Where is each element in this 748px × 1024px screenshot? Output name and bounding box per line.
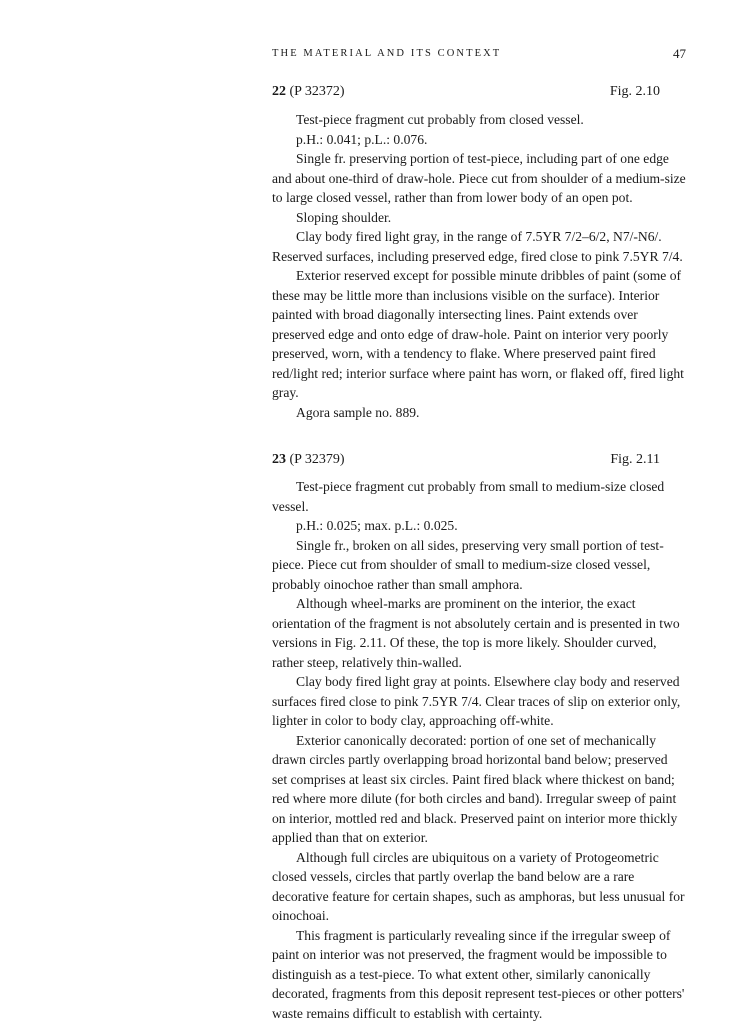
- entry-paragraph: Sloping shoulder.: [296, 209, 392, 225]
- entry-header: [272, 83, 686, 101]
- entry-paragraph: p.H.: 0.041; p.L.: 0.076.: [296, 131, 428, 147]
- entry-number: 23: [272, 452, 286, 467]
- entry-header: [272, 451, 686, 469]
- figure-reference: Fig. 2.11: [610, 452, 660, 467]
- entry-paragraph: p.H.: 0.025; max. p.L.: 0.025.: [296, 518, 458, 533]
- running-head: [272, 47, 686, 61]
- entry-paragraph: Single fr., broken on all sides, preserving very small portion of test-piece. Piece cut from shoulder of small to medium-size closed vessel, probably oinochoe rather than small amphora.: [272, 537, 664, 592]
- running-head-title: THE MATERIAL AND ITS CONTEXT: [272, 48, 502, 59]
- entry-paragraph: Single fr. preserving portion of test-piece, including part of one edge and about one-third of draw-hole. Piece cut from shoulder of a medium-size to large closed vessel, rather than from lower body of an open pot.: [272, 151, 686, 205]
- entry-paragraph: Test-piece fragment cut probably from small to medium-size closed vessel.: [272, 479, 665, 514]
- entry-paragraph: Test-piece fragment cut probably from closed vessel.: [296, 112, 584, 127]
- document-page: [272, 0, 686, 1024]
- entry-paragraph: This fragment is particularly revealing since if the irregular sweep of paint on interior was not preserved, the fragment would be impossible to distinguish as a test-piece. To what extent other, similarly canonically decorated, fragments from this deposit represent test-pieces or other potters' waste remains difficult to establish with certainty.: [272, 927, 685, 1021]
- entry-number: 22: [272, 84, 286, 99]
- entry-paragraph: Exterior canonically decorated: portion of one set of mechanically drawn circles partly overlapping broad horizontal band below; preserved set comprises at least six circles. Paint fired black where thickest on band; red where more dilute (for both circles and band). Irregular sweep of paint on interior, mottled red and black. Preserved paint on interior more thickly applied than that on exterior.: [272, 732, 678, 845]
- entry-paragraph: Although wheel-marks are prominent on the interior, the exact orientation of the fragment is not absolutely certain and is presented in two versions in Fig. 2.11. Of these, the top is more likely. Shoulder curved, rather steep, relatively thin-walled.: [272, 596, 680, 670]
- inventory-number: (P 32379): [289, 452, 345, 467]
- entry-paragraph: Agora sample no. 889.: [296, 404, 420, 420]
- entry-body: [272, 477, 686, 1023]
- inventory-number: (P 32372): [289, 84, 345, 99]
- entry-paragraph: Exterior reserved except for possible minute dribbles of paint (some of these may be little more than inclusions visible on the surface). Interior painted with broad diagonally intersecting lines. Paint extends over preserved edge and onto edge of draw-hole. Paint on interior very poorly preserved, worn, with a tendency to flake. Where preserved paint fired red/light red; interior surface where paint has worn, or flaked off, fired light gray.: [272, 268, 684, 400]
- entry-paragraph: Although full circles are ubiquitous on a variety of Protogeometric closed vessels, circles that partly overlap the band below are a rare decorative feature for certain shapes, such as amphoras, but less unusual for oinochoai.: [272, 849, 685, 923]
- entry-paragraph: Clay body fired light gray, in the range of 7.5YR 7/2–6/2, N7/-N6/. Reserved surfaces, including preserved edge, fired close to pink 7.5YR 7/4.: [272, 229, 683, 264]
- page-number: 47: [673, 46, 686, 61]
- figure-reference: Fig. 2.10: [609, 84, 660, 99]
- entry-paragraph: Clay body fired light gray at points. Elsewhere clay body and reserved surfaces fired close to pink 7.5YR 7/4. Clear traces of slip on exterior only, lighter in color to body clay, approaching off-white.: [272, 674, 681, 728]
- entry-body: [272, 110, 686, 422]
